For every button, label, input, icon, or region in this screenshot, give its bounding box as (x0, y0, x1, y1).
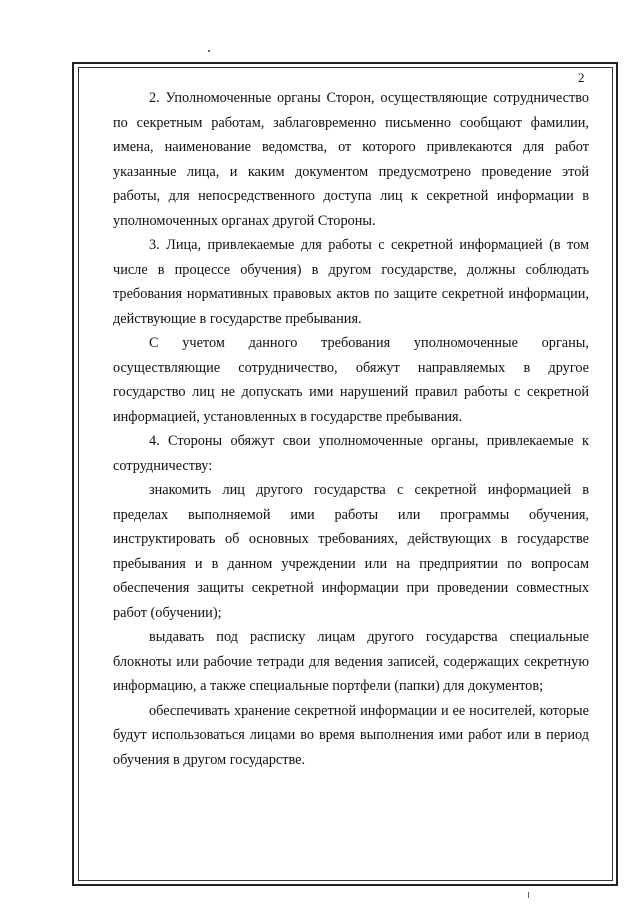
document-body (113, 86, 589, 772)
paragraph-3: 3. Лица, привлекаемые для работы с секретной информацией (в том числе в процессе обучения) в другом государстве, должны соблюдать требования нормативных правовых актов по защите секретной информации, действующие в государстве пребывания. (113, 237, 589, 327)
paragraph-2: 2. Уполномоченные органы Сторон, осуществляющие сотрудничество по секретным работам, заблаговременно письменно сообщают фамилии, имена, наименование ведомства, от которого привлекаются для работ указанные лица, и каким документом предусмотрено проведение этой работы, для непосредственного доступа лиц к секретной информации в уполномоченных органах другой Стороны. (113, 90, 589, 229)
page-number: 2 (578, 70, 585, 85)
scan-speck (528, 892, 529, 898)
paragraph-4-item-3: обеспечивать хранение секретной информации и ее носителей, которые будут использоваться лицами во время выполнения ими работ или в период обучения в другом государстве. (113, 702, 589, 768)
paragraph-3-continued: С учетом данного требования уполномоченные органы, осуществляющие сотрудничество, обяжут направляемых в другое государство лиц не допускать ими нарушений правил работы с секретной информацией, установленных в государстве пребывания. (113, 335, 589, 425)
paragraph-4: 4. Стороны обяжут свои уполномоченные органы, привлекаемые к сотрудничеству: (113, 433, 589, 474)
paragraph-4-item-1: знакомить лиц другого государства с секретной информацией в пределах выполняемой ими работы или программы обучения, инструктировать об основных требованиях, действующих в государстве пребывания и в данном учреждении или на предприятии по вопросам обеспечения защиты секретной информации при проведении совместных работ (обучении); (113, 482, 589, 621)
paragraph-4-item-2: выдавать под расписку лицам другого государства специальные блокноты или рабочие тетради для ведения записей, содержащих секретную информацию, а также специальные портфели (папки) для документов; (113, 629, 589, 694)
scan-speck (208, 50, 210, 52)
